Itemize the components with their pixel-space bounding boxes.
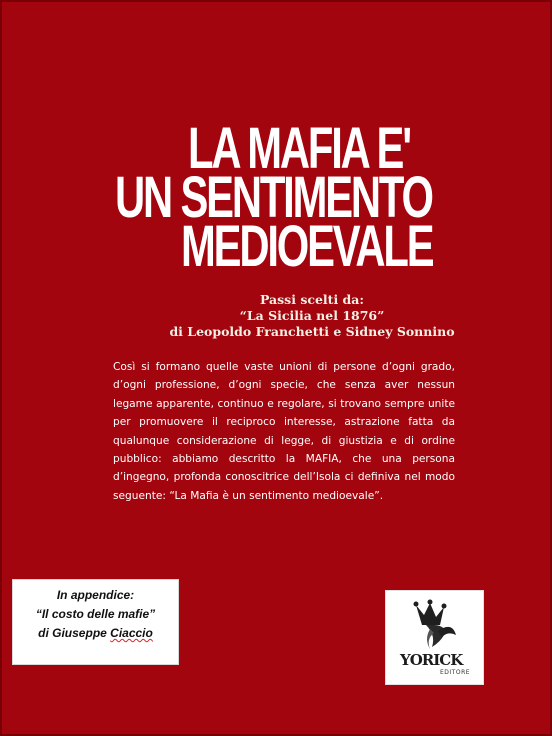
yorick-jester-icon bbox=[386, 591, 485, 686]
appendix-author bbox=[13, 624, 178, 643]
publisher-logo bbox=[385, 590, 484, 685]
subtitle-authors: di Leopoldo Franchetti e Sidney Sonnino bbox=[169, 324, 455, 339]
title-line-1: LA MAFIA E' bbox=[188, 116, 411, 181]
subtitle-book-title: “La Sicilia nel 1876” bbox=[239, 308, 385, 323]
appendix-box bbox=[12, 579, 179, 665]
title-line-3: MEDIOEVALE bbox=[181, 214, 433, 279]
appendix-author-name: Ciaccio bbox=[110, 626, 153, 640]
appendix-author-prefix: di Giuseppe bbox=[38, 626, 111, 640]
title-line-2: UN SENTIMENTO bbox=[115, 165, 432, 230]
appendix-title: “Il costo delle mafie” bbox=[35, 607, 156, 621]
appendix-label: In appendice: bbox=[56, 588, 135, 602]
subtitle-source-label: Passi scelti da: bbox=[259, 292, 365, 307]
publisher-name: YORICK bbox=[400, 651, 463, 669]
publisher-sub: EDITORE bbox=[440, 669, 471, 676]
excerpt-paragraph: Così si formano quelle vaste unioni di persone d’ogni grado, d’ogni professione, d’ogni specie, che senza aver nessun legame apparente, continuo e regolare, si trovano sempre unite per promuovere il reciproco interesse, astrazione fatta da qualunque considerazione di legge, di giustizia e di ordine pubblico: abbiamo descritto la MAFIA, che una persona d’ingegno, profonda conoscitrice dell’Isola ci definiva nel modo seguente: “La Mafia è un sentimento medioevale”. bbox=[113, 361, 455, 502]
